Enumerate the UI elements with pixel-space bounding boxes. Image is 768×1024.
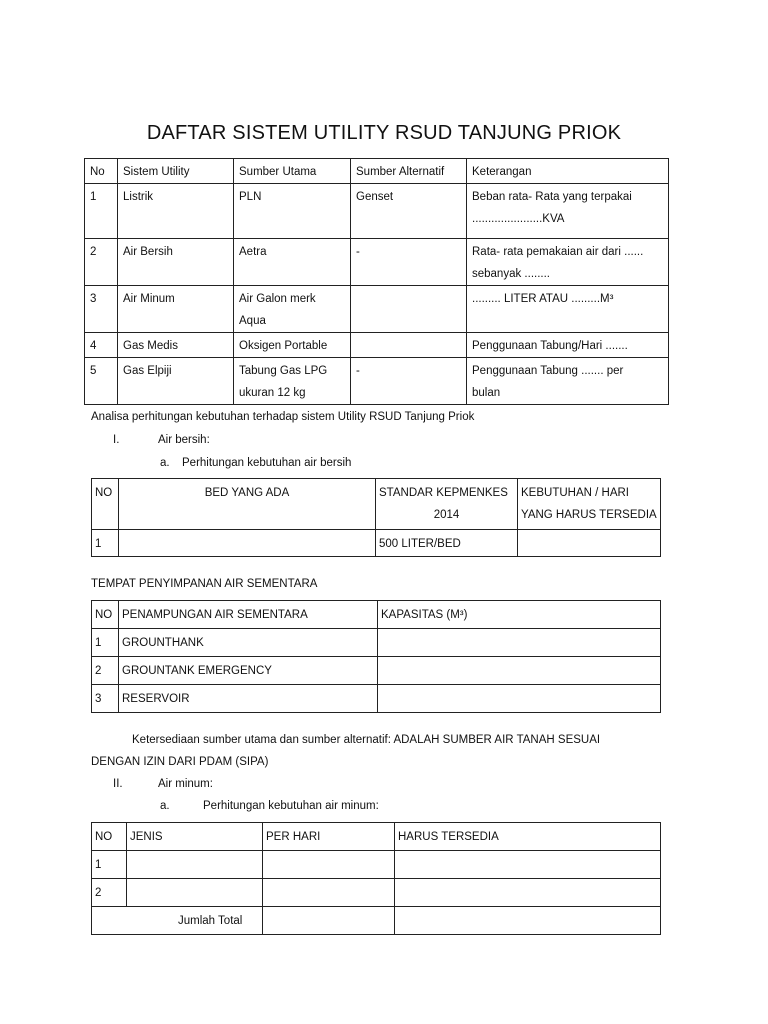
- cell-kapasitas: [378, 685, 661, 713]
- table-row: [85, 184, 669, 239]
- cell-sistem: Air Bersih: [118, 239, 234, 286]
- table-header-row: [92, 823, 661, 851]
- cell-no: 2: [85, 239, 118, 286]
- keterangan-line: ......................KVA: [472, 213, 565, 225]
- cell-utama: [234, 358, 351, 405]
- cell-alternatif: -: [351, 358, 467, 405]
- table-row: [92, 530, 661, 557]
- cell-sistem: Listrik: [118, 184, 234, 239]
- utama-line: ukuran 12 kg: [239, 387, 306, 399]
- table-row: [85, 286, 669, 333]
- cell-sistem: Gas Medis: [118, 333, 234, 358]
- document-title: DAFTAR SISTEM UTILITY RSUD TANJUNG PRIOK: [146, 122, 622, 144]
- subsection-label: Perhitungan kebutuhan air bersih: [182, 457, 352, 469]
- cell-harus-tersedia: [395, 879, 661, 907]
- total-row: [92, 907, 661, 935]
- utama-line: Air Galon merk: [239, 293, 316, 305]
- keterangan-line: Rata- rata pemakaian air dari ......: [472, 246, 644, 258]
- cell-keterangan: [467, 239, 669, 286]
- cell-kapasitas: [378, 657, 661, 685]
- cell-no: 2: [92, 657, 119, 685]
- cell-no: 1: [85, 184, 118, 239]
- header-harus-tersedia: HARUS TERSEDIA: [395, 823, 661, 851]
- header-no: NO: [92, 823, 127, 851]
- table-row: [92, 879, 661, 907]
- cell-keterangan: ......... LITER ATAU .........M³: [467, 286, 669, 333]
- cell-total-per-hari: [263, 907, 395, 935]
- header-no: No: [85, 159, 118, 184]
- section-label: Air bersih:: [158, 434, 210, 446]
- utama-line: Tabung Gas LPG: [239, 365, 328, 377]
- cell-penampungan: RESERVOIR: [119, 685, 378, 713]
- cell-standar: 500 LITER/BED: [376, 530, 518, 557]
- cell-no: 1: [92, 629, 119, 657]
- cell-jenis: [127, 851, 263, 879]
- cell-alternatif: [351, 286, 467, 333]
- header-no: NO: [92, 601, 119, 629]
- table-header-row: [92, 479, 661, 530]
- section-number: II.: [113, 778, 123, 790]
- cell-alternatif: [351, 333, 467, 358]
- cell-keterangan: [467, 184, 669, 239]
- table-header-row: [92, 601, 661, 629]
- cell-utama: Aetra: [234, 239, 351, 286]
- cell-no: 4: [85, 333, 118, 358]
- keterangan-line: Penggunaan Tabung ....... per: [472, 365, 624, 377]
- cell-utama: [234, 286, 351, 333]
- penampungan-table: [91, 600, 661, 713]
- cell-per-hari: [263, 879, 395, 907]
- header-kapasitas: KAPASITAS (M³): [378, 601, 661, 629]
- table-row: [85, 333, 669, 358]
- section-number: I.: [113, 434, 120, 446]
- cell-alternatif: -: [351, 239, 467, 286]
- section-label: Air minum:: [158, 778, 213, 790]
- header-jenis: JENIS: [127, 823, 263, 851]
- analisa-heading: Analisa perhitungan kebutuhan terhadap sistem Utility RSUD Tanjung Priok: [91, 411, 475, 423]
- cell-jenis: [127, 879, 263, 907]
- header-line: YANG HARUS TERSEDIA: [521, 509, 657, 521]
- cell-harus-tersedia: [395, 851, 661, 879]
- header-line: 2014: [433, 509, 460, 521]
- subsection-letter: a.: [160, 457, 170, 469]
- cell-alternatif: Genset: [351, 184, 467, 239]
- header-penampungan: PENAMPUNGAN AIR SEMENTARA: [119, 601, 378, 629]
- cell-penampungan: GROUNTHANK: [119, 629, 378, 657]
- cell-no: 1: [92, 530, 119, 557]
- air-bersih-table: [91, 478, 661, 557]
- cell-keterangan: [467, 358, 669, 405]
- cell-bed: [119, 530, 376, 557]
- cell-no: 3: [85, 286, 118, 333]
- header-sistem: Sistem Utility: [118, 159, 234, 184]
- cell-no: 5: [85, 358, 118, 405]
- tempat-heading: TEMPAT PENYIMPANAN AIR SEMENTARA: [91, 578, 318, 590]
- table-header-row: [85, 159, 669, 184]
- air-minum-table: [91, 822, 661, 935]
- keterangan-line: sebanyak ........: [472, 268, 550, 280]
- header-line: KEBUTUHAN / HARI: [521, 487, 629, 499]
- cell-kebutuhan: [518, 530, 661, 557]
- header-standar: [376, 479, 518, 530]
- keterangan-line: bulan: [472, 387, 501, 399]
- cell-sistem: Air Minum: [118, 286, 234, 333]
- utama-line: Aqua: [239, 315, 266, 327]
- keterangan-line: Beban rata- Rata yang terpakai: [472, 191, 632, 203]
- cell-utama: PLN: [234, 184, 351, 239]
- header-line: STANDAR KEPMENKES: [379, 487, 508, 499]
- cell-utama: Oksigen Portable: [234, 333, 351, 358]
- utility-systems-table: [84, 158, 669, 405]
- table-row: [92, 851, 661, 879]
- header-bed: BED YANG ADA: [119, 479, 376, 530]
- table-row: [85, 358, 669, 405]
- subsection-letter: a.: [160, 800, 170, 812]
- table-row: [85, 239, 669, 286]
- table-row: [92, 629, 661, 657]
- ketersediaan-text: DENGAN IZIN DARI PDAM (SIPA): [91, 756, 269, 768]
- table-row: [92, 657, 661, 685]
- cell-no: 1: [92, 851, 127, 879]
- cell-penampungan: GROUNTANK EMERGENCY: [119, 657, 378, 685]
- header-per-hari: PER HARI: [263, 823, 395, 851]
- header-sumber-utama: Sumber Utama: [234, 159, 351, 184]
- cell-no: 2: [92, 879, 127, 907]
- table-row: [92, 685, 661, 713]
- header-kebutuhan: [518, 479, 661, 530]
- header-sumber-alternatif: Sumber Alternatif: [351, 159, 467, 184]
- header-no: NO: [92, 479, 119, 530]
- cell-kapasitas: [378, 629, 661, 657]
- header-keterangan: Keterangan: [467, 159, 669, 184]
- cell-total-harus-tersedia: [395, 907, 661, 935]
- cell-per-hari: [263, 851, 395, 879]
- cell-keterangan: Penggunaan Tabung/Hari .......: [467, 333, 669, 358]
- cell-no: 3: [92, 685, 119, 713]
- ketersediaan-text: Ketersediaan sumber utama dan sumber alternatif: ADALAH SUMBER AIR TANAH SESUAI: [132, 734, 601, 746]
- cell-jumlah-total: Jumlah Total: [92, 907, 263, 935]
- cell-sistem: Gas Elpiji: [118, 358, 234, 405]
- subsection-label: Perhitungan kebutuhan air minum:: [203, 800, 379, 812]
